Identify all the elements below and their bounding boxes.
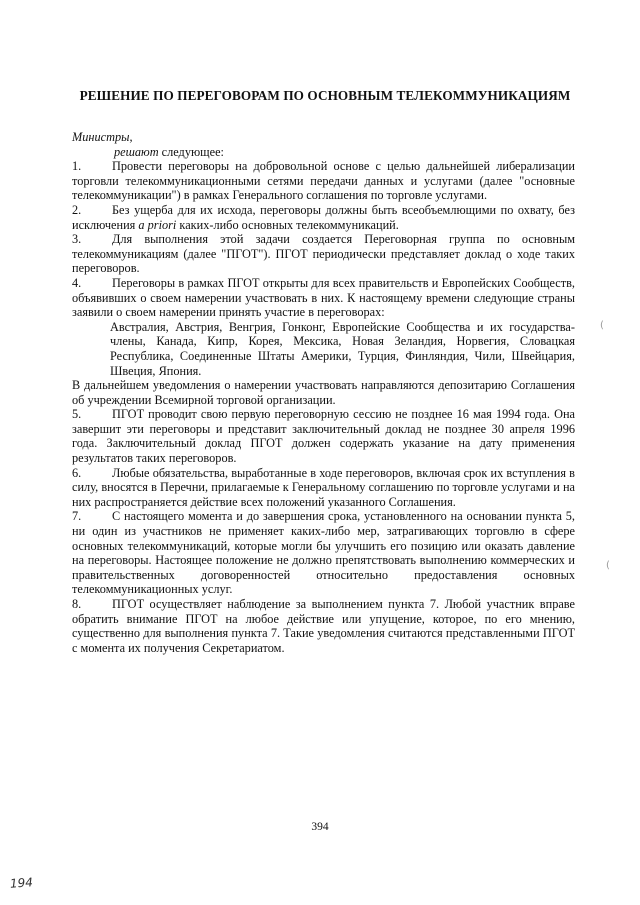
paragraph-number: 3.	[72, 232, 82, 247]
paragraph-6	[72, 466, 575, 510]
paragraph-text-after: каких-либо основных телекоммуникаций.	[179, 217, 399, 232]
paragraph-8	[72, 597, 575, 655]
paragraph-4	[72, 276, 575, 320]
paragraph-number: 6.	[72, 465, 82, 480]
paragraph-italic-term: a priori	[138, 217, 177, 232]
paragraph-3	[72, 232, 575, 276]
paragraph-text: ПГОТ осуществляет наблюдение за выполнением пункта 7. Любой участник вправе обратить внимание ПГОТ на любое действие или упущение, которое, по его мнению, существенно для выполнения пункта 7. Такие уведомления считаются представленными ПГОТ с момента их получения Секретариатом.	[72, 597, 575, 655]
paragraph-7	[72, 509, 575, 597]
page-number: 394	[311, 821, 329, 833]
preamble-subject	[72, 130, 575, 145]
paragraph-1	[72, 159, 575, 203]
paragraph-text: С настоящего момента и до завершения срока, установленного на основании пункта 5, ни один из участников не применяет каких-либо мер, затрагивающих торговлю в сфере основных телекоммуникаций, которые могли бы улучшить его позицию или оказать давление на переговоры. Настоящее положение не должно препятствовать выполнению коммерческих и правительственных договоренностей относительно предоставления основных телекоммуникационных услуг.	[72, 509, 575, 597]
document-title: РЕШЕНИЕ ПО ПЕРЕГОВОРАМ ПО ОСНОВНЫМ ТЕЛЕКОММУНИКАЦИЯМ	[79, 88, 571, 103]
paragraph-text: Переговоры в рамках ПГОТ открыты для всех правительств и Европейских Сообществ, объявивших о своем намерении участвовать в них. К настоящему времени следующие страны заявили о своем намерении принять участие в переговорах:	[72, 275, 575, 320]
scan-artifact-mark: (	[606, 560, 610, 571]
paragraph-number: 2.	[72, 202, 82, 217]
paragraph-number: 4.	[72, 275, 82, 290]
handwritten-note: 194	[9, 875, 34, 891]
preamble-subject-text: Министры,	[72, 130, 133, 144]
scan-artifact-mark: (	[600, 320, 604, 331]
paragraph-number: 8.	[72, 597, 82, 611]
paragraph-text: Любые обязательства, выработанные в ходе переговоров, включая срок их вступления в силу, вносятся в Перечни, прилагаемые к Генеральному соглашению по торговле услугами и на них распространяется действие всех положений указанного Соглашения.	[72, 465, 575, 509]
paragraph-number: 5.	[72, 407, 82, 422]
paragraph-5	[72, 407, 575, 465]
preamble-verb: решают	[114, 144, 159, 159]
paragraph-text: Провести переговоры на добровольной основе с целью дальнейшей либерализации торговли телекоммуникационными сетями передачи данных и услугами (далее "основные телекоммуникации") в рамках Генерального соглашения по торговле услугами.	[72, 159, 575, 203]
country-list: Австралия, Австрия, Венгрия, Гонконг, Европейские Сообщества и их государства-члены, Канада, Кипр, Корея, Мексика, Новая Зеландия, Норвегия, Словацкая Республика, Соединенные Штаты Америки, Турция, Финляндия, Чили, Швейцария, Швеция, Япония.	[110, 319, 575, 378]
paragraph-number: 7.	[72, 509, 82, 524]
paragraph-text: Для выполнения этой задачи создается Переговорная группа по основным телекоммуникациям (далее "ПГОТ"). ПГОТ периодически представляет доклад о ходе таких переговоров.	[72, 232, 575, 276]
paragraph-number: 1.	[72, 159, 82, 174]
paragraph-4-continuation: В дальнейшем уведомления о намерении участвовать направляются депозитарию Соглашения об учреждении Всемирной торговой организации.	[72, 378, 575, 407]
document-body	[72, 130, 575, 655]
preamble-verb-line	[72, 145, 575, 160]
paragraph-2	[72, 203, 575, 232]
preamble-rest: следующее:	[161, 144, 224, 159]
paragraph-text: Без ущерба для их исхода, переговоры должны быть всеобъемлющими по охвату, без исключения	[72, 202, 575, 232]
paragraph-text: ПГОТ проводит свою первую переговорную сессию не позднее 16 мая 1994 года. Она завершит эти переговоры и представит заключительный доклад не позднее 30 апреля 1996 года. Заключительный доклад ПГОТ должен содержать указание на дату применения результатов таких переговоров.	[72, 407, 575, 466]
